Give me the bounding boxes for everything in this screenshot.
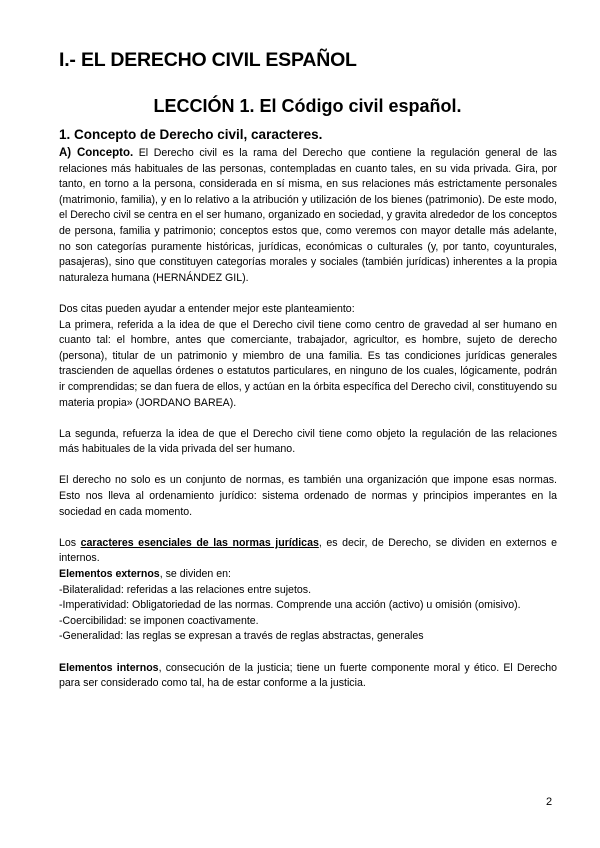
internal-heading-label: Elementos internos [59,661,159,674]
quotes-intro: Dos citas pueden ayudar a entender mejor este planteamiento: [59,302,355,315]
external-heading-suffix: , se dividen en: [159,568,231,581]
list-item: -Imperatividad: Obligatoriedad de las normas. Comprende una acción (activo) u omisión (omisivo). [59,599,521,612]
internal-text: , consecución de la justicia; tiene un fuerte componente moral y ético. El Derecho para ser considerado como tal, ha de estar conforme a la justicia. [59,661,557,690]
page-number: 2 [546,796,553,808]
external-elements-heading [59,567,557,583]
second-quote-paragraph: La segunda, refuerza la idea de que el Derecho civil tiene como objeto la regulación de las relaciones más habituales de la vida privada del ser humano. [59,427,557,456]
characters-suffix: , es decir, de Derecho, se dividen en externos e internos. [59,536,557,565]
document-body [59,146,557,692]
section-title: 1. Concepto de Derecho civil, caracteres. [59,127,323,142]
list-item: -Coercibilidad: se imponen coactivamente. [59,614,259,627]
list-item: -Generalidad: las reglas se expresan a través de reglas abstractas, generales [59,630,424,643]
characters-link[interactable]: caracteres esenciales de las normas jurídicas [80,536,319,549]
list-item: -Bilateralidad: referidas a las relaciones entre sujetos. [59,583,312,596]
main-title: I.- EL DERECHO CIVIL ESPAÑOL [59,49,357,71]
concept-paragraph [59,146,557,286]
external-heading-label: Elementos externos [59,568,160,581]
concept-text: El Derecho civil es la rama del Derecho que contiene la regulación general de las relaciones más habituales de las personas, contempladas en cuanto tales, en su vida privada. Gira, por tanto, en torno a la persona, considerada en sí misma, en sus relaciones más estrictamente personales (matrimonio, familia), y en lo relativo a la atribución y utilización de los bienes (patrimonio). De este modo, el Derecho civil se centra en el ser humano, organizado en sociedad, y gravita alrededor de los conceptos de persona, familia y patrimonio; conceptos estos que, como veremos con mayor detalle más adelante, no son categorías puramente históricas, jurídicas, económicas o culturales (y, por tanto, coyunturales, pasajeras), sino que constituyen categorías morales y sociales (también jurídicas) inherentes a la propia naturaleza humana (HERNÁNDEZ GIL). [59,147,557,284]
internal-elements-paragraph [59,661,557,692]
concept-lead: A) Concepto. [59,147,134,159]
characters-prefix: Los [59,536,81,549]
legal-order-paragraph: El derecho no solo es un conjunto de normas, es también una organización que impone esas normas. Esto nos lleva al ordenamiento jurídico: sistema ordenado de normas y principios imperantes en la sociedad en cada momento. [59,474,557,518]
lesson-title: LECCIÓN 1. El Código civil español. [153,96,462,116]
characters-paragraph [59,536,557,567]
first-quote-paragraph: La primera, referida a la idea de que el Derecho civil tiene como centro de gravedad al ser humano en cuanto tal: el hombre, antes que comerciante, trabajador, agricultor, es hombre, sujeto de derecho (persona), titular de un patrimonio y miembro de una familia. Es tas condiciones jurídicas generales trascienden de aquellas órdenes o estatutos particulares, en ninguno de los cuales, lógicamente, podrán ir comprendidas; se dan fuera de ellos, y actúan en la órbita específica del Derecho civil, constituyendo su materia propia» (JORDANO BAREA). [59,318,557,409]
